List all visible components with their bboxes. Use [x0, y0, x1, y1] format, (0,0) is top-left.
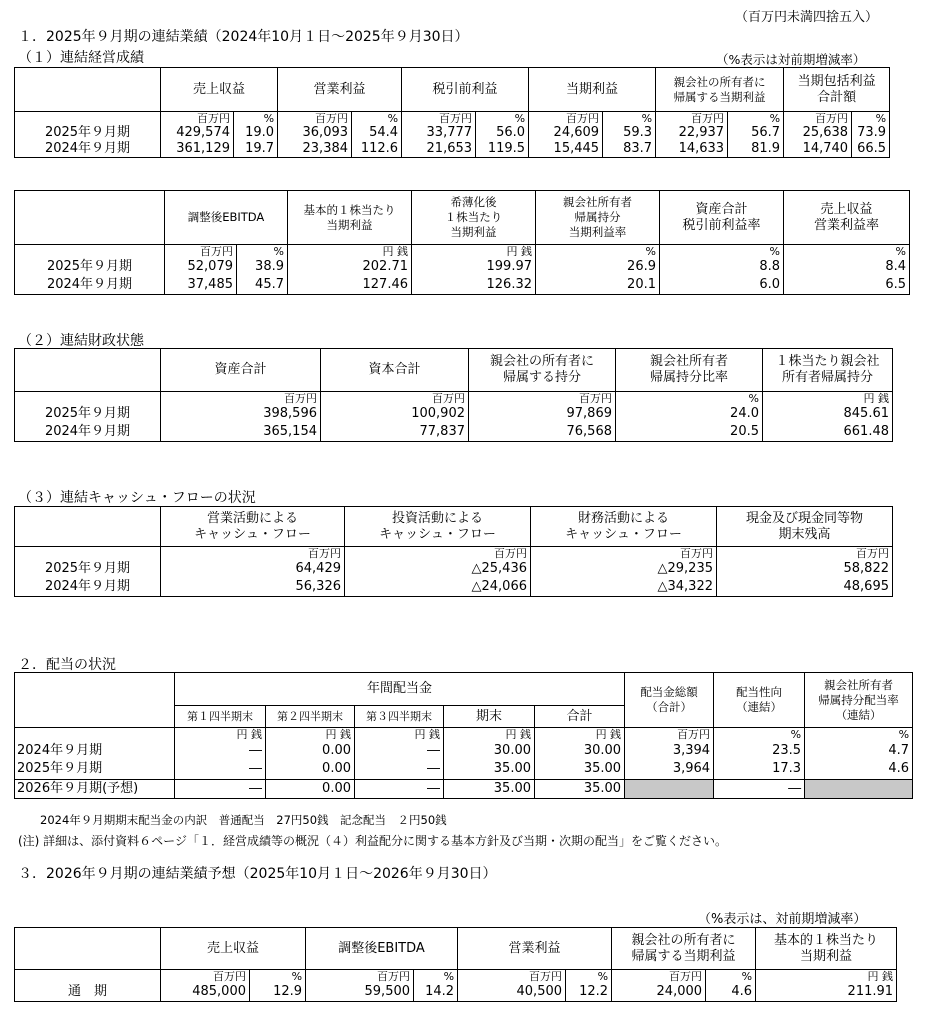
- col-header: 売上収益 営業利益率: [784, 191, 910, 245]
- unit-cell: 百万円: [402, 112, 476, 126]
- unit-cell: %: [476, 112, 529, 126]
- col-header: 売上収益: [161, 68, 278, 112]
- unit-cell: %: [603, 112, 656, 126]
- unit-cell: %: [234, 112, 278, 126]
- dividends-table: 年間配当金 配当金総額 （合計） 配当性向 （連結） 親会社所有者 帰属持分配当率 （連結） 第１四半期末 第２四半期末 第３四半期末 期末 合計 円 銭 円 銭 円 銭 円 銭 円 銭 百万円 % % 2024年９月期 ― 0.00 ― 30.00 30.00 3,394 23.5 4.7 2025年９月期 ― 0.00 ― 35.00 35.00 3,964 17.3 4.6 2026年９月期(予想) ― 0.00 ― 35.00 35.00 ―: [14, 672, 913, 799]
- table-row: 2024年９月期 37,485 45.7 127.46 126.32 20.1 6.0 6.5: [15, 276, 910, 294]
- unit-cell: %: [352, 112, 402, 126]
- col-header: 親会社の所有者に 帰属する当期利益: [656, 68, 784, 112]
- table-row-forecast: 2026年９月期(予想) ― 0.00 ― 35.00 35.00 ―: [15, 779, 913, 798]
- col-header: 営業利益: [278, 68, 402, 112]
- col-header: 親会社所有者 帰属持分 当期利益率: [536, 191, 660, 245]
- row-label: 2024年９月期: [15, 141, 161, 158]
- table-row: 2024年９月期 ― 0.00 ― 30.00 30.00 3,394 23.5 4.7: [15, 741, 913, 760]
- table-corner: [15, 68, 161, 112]
- unit-cell: 百万円: [784, 112, 852, 126]
- table-row: 2025年９月期 52,079 38.9 202.71 199.97 26.9 8.8 8.4: [15, 258, 910, 276]
- col-header: 当期利益: [529, 68, 656, 112]
- key-indicators-table: 調整後EBITDA 基本的１株当たり 当期利益 希薄化後 １株当たり 当期利益 親会社所有者 帰属持分 当期利益率 資産合計 税引前利益率 売上収益 営業利益率 百万円 % 円 銭 円 銭 % % % 2025年９月期 52,079 38.9 202.71 199.97 26.9 8.8 8.4 2024年９月期 37,485 45.7 127.46 126.32 20.1 6.0 6.5: [14, 190, 910, 295]
- col-header: 現金及び現金同等物 期末残高: [717, 507, 893, 547]
- rounding-note: （百万円未満四捨五入）: [735, 10, 879, 25]
- col-header: 基本的１株当たり 当期利益: [756, 928, 897, 970]
- section-2-title: ２．配当の状況: [18, 657, 116, 673]
- col-header: 親会社所有者 帰属持分配当率 （連結）: [805, 673, 913, 728]
- col-header: 基本的１株当たり 当期利益: [288, 191, 412, 245]
- col-header: 親会社所有者 帰属持分比率: [616, 349, 763, 392]
- col-header: 営業活動による キャッシュ・フロー: [161, 507, 345, 547]
- col-header: 親会社の所有者に 帰属する持分: [469, 349, 616, 392]
- col-header: 営業利益: [458, 928, 612, 970]
- row-label: 2025年９月期: [15, 405, 161, 423]
- col-header: 配当金総額 （合計）: [625, 673, 714, 728]
- table-row: 2024年９月期 365,154 77,837 76,568 20.5 661.48: [15, 423, 893, 441]
- grayed-cell: [625, 779, 714, 798]
- section-3-title: ３．2026年９月期の連結業績予想（2025年10月１日～2026年９月30日）: [18, 866, 497, 882]
- unit-cell: 百万円: [529, 112, 603, 126]
- grayed-cell: [805, 779, 913, 798]
- dividend-breakdown-note: 2024年９月期期末配当金の内訳 普通配当 27円50銭 記念配当 ２円50銭: [40, 813, 447, 827]
- col-header: 資産合計: [161, 349, 321, 392]
- col-header: 合計: [535, 706, 625, 728]
- col-header: 財務活動による キャッシュ・フロー: [531, 507, 717, 547]
- col-header: 親会社の所有者に 帰属する当期利益: [612, 928, 756, 970]
- table-row: 2025年９月期 ― 0.00 ― 35.00 35.00 3,964 17.3 4.6: [15, 760, 913, 779]
- row-label: 2024年９月期: [15, 423, 161, 441]
- unit-cell: %: [728, 112, 784, 126]
- pct-note-1: （%表示は対前期増減率）: [716, 52, 866, 67]
- row-label: 2025年９月期: [15, 125, 161, 141]
- table-row: 通 期 485,000 12.9 59,500 14.2 40,500 12.2 24,000 4.6 211.91: [15, 983, 897, 1001]
- col-header: 投資活動による キャッシュ・フロー: [345, 507, 531, 547]
- row-label: 2024年９月期: [15, 276, 165, 294]
- col-header: 調整後EBITDA: [306, 928, 458, 970]
- col-header: 売上収益: [161, 928, 306, 970]
- table-row: 2024年９月期 361,129 19.7 23,384 112.6 21,653 119.5 15,445 83.7 14,633 81.9 14,740 66.5: [15, 141, 890, 158]
- unit-cell: 百万円: [278, 112, 352, 126]
- col-header: 第１四半期末: [175, 706, 266, 728]
- col-header: 資本合計: [321, 349, 469, 392]
- row-label: 2025年９月期: [15, 258, 165, 276]
- col-header: 希薄化後 １株当たり 当期利益: [412, 191, 536, 245]
- forecast-table: 売上収益 調整後EBITDA 営業利益 親会社の所有者に 帰属する当期利益 基本的１株当たり 当期利益 百万円 % 百万円 % 百万円 % 百万円 % 円 銭 通 期 485,000 12.9 59,500 14.2 40,500 12.2 24,000 4.6 211.91: [14, 927, 897, 1002]
- operating-results-table: [14, 67, 890, 158]
- financial-position-table: 資産合計 資本合計 親会社の所有者に 帰属する持分 親会社所有者 帰属持分比率 １株当たり親会社 所有者帰属持分 百万円 百万円 百万円 % 円 銭 2025年９月期 398,596 100,902 97,869 24.0 845.61 2024年９月期 365,154 77,837 76,568 20.5 661.48: [14, 348, 893, 442]
- col-header: 調整後EBITDA: [165, 191, 288, 245]
- pct-note-3: （%表示は、対前期増減率）: [698, 912, 867, 927]
- col-header: 第２四半期末: [266, 706, 355, 728]
- row-label: 2025年９月期: [15, 560, 161, 578]
- subsection-cash-flow-title: （３）連結キャッシュ・フローの状況: [18, 490, 256, 506]
- col-header: 当期包括利益 合計額: [784, 68, 890, 112]
- table-row: 2025年９月期 398,596 100,902 97,869 24.0 845.61: [15, 405, 893, 423]
- col-header: 期末: [444, 706, 535, 728]
- unit-cell: %: [852, 112, 890, 126]
- unit-cell: 百万円: [656, 112, 728, 126]
- section-1-title: １．2025年９月期の連結業績（2024年10月１日～2025年９月30日）: [18, 29, 469, 45]
- table-row: 2025年９月期 64,429 △25,436 △29,235 58,822: [15, 560, 893, 578]
- subsection-operating-results-title: （１）連結経営成績: [18, 50, 144, 66]
- col-header: １株当たり親会社 所有者帰属持分: [763, 349, 893, 392]
- col-header: 第３四半期末: [355, 706, 444, 728]
- unit-cell: 百万円: [161, 112, 234, 126]
- cash-flow-table: 営業活動による キャッシュ・フロー 投資活動による キャッシュ・フロー 財務活動による キャッシュ・フロー 現金及び現金同等物 期末残高 百万円 百万円 百万円 百万円 2025年９月期 64,429 △25,436 △29,235 58,822 2024年９月期 56,326 △24,066 △34,322 48,695: [14, 506, 893, 597]
- row-label: 2024年９月期: [15, 741, 175, 760]
- row-label: 通 期: [15, 983, 161, 1001]
- col-header: 税引前利益: [402, 68, 529, 112]
- subsection-financial-position-title: （２）連結財政状態: [18, 333, 144, 349]
- table-row: 2025年９月期 429,574 19.0 36,093 54.4 33,777 56.0 24,609 59.3 22,937 56.7 25,638 73.9: [15, 125, 890, 141]
- annual-dividend-header: 年間配当金: [175, 673, 625, 706]
- row-label: 2025年９月期: [15, 760, 175, 779]
- table-row: 2024年９月期 56,326 △24,066 △34,322 48,695: [15, 578, 893, 596]
- col-header: 資産合計 税引前利益率: [660, 191, 784, 245]
- row-label: 2024年９月期: [15, 578, 161, 596]
- col-header: 配当性向 （連結）: [714, 673, 805, 728]
- footnote: (注) 詳細は、添付資料６ページ「１．経営成績等の概況（４）利益配分に関する基本方針及び当期・次期の配当」をご覧ください。: [18, 834, 727, 848]
- row-label: 2026年９月期(予想): [15, 779, 175, 798]
